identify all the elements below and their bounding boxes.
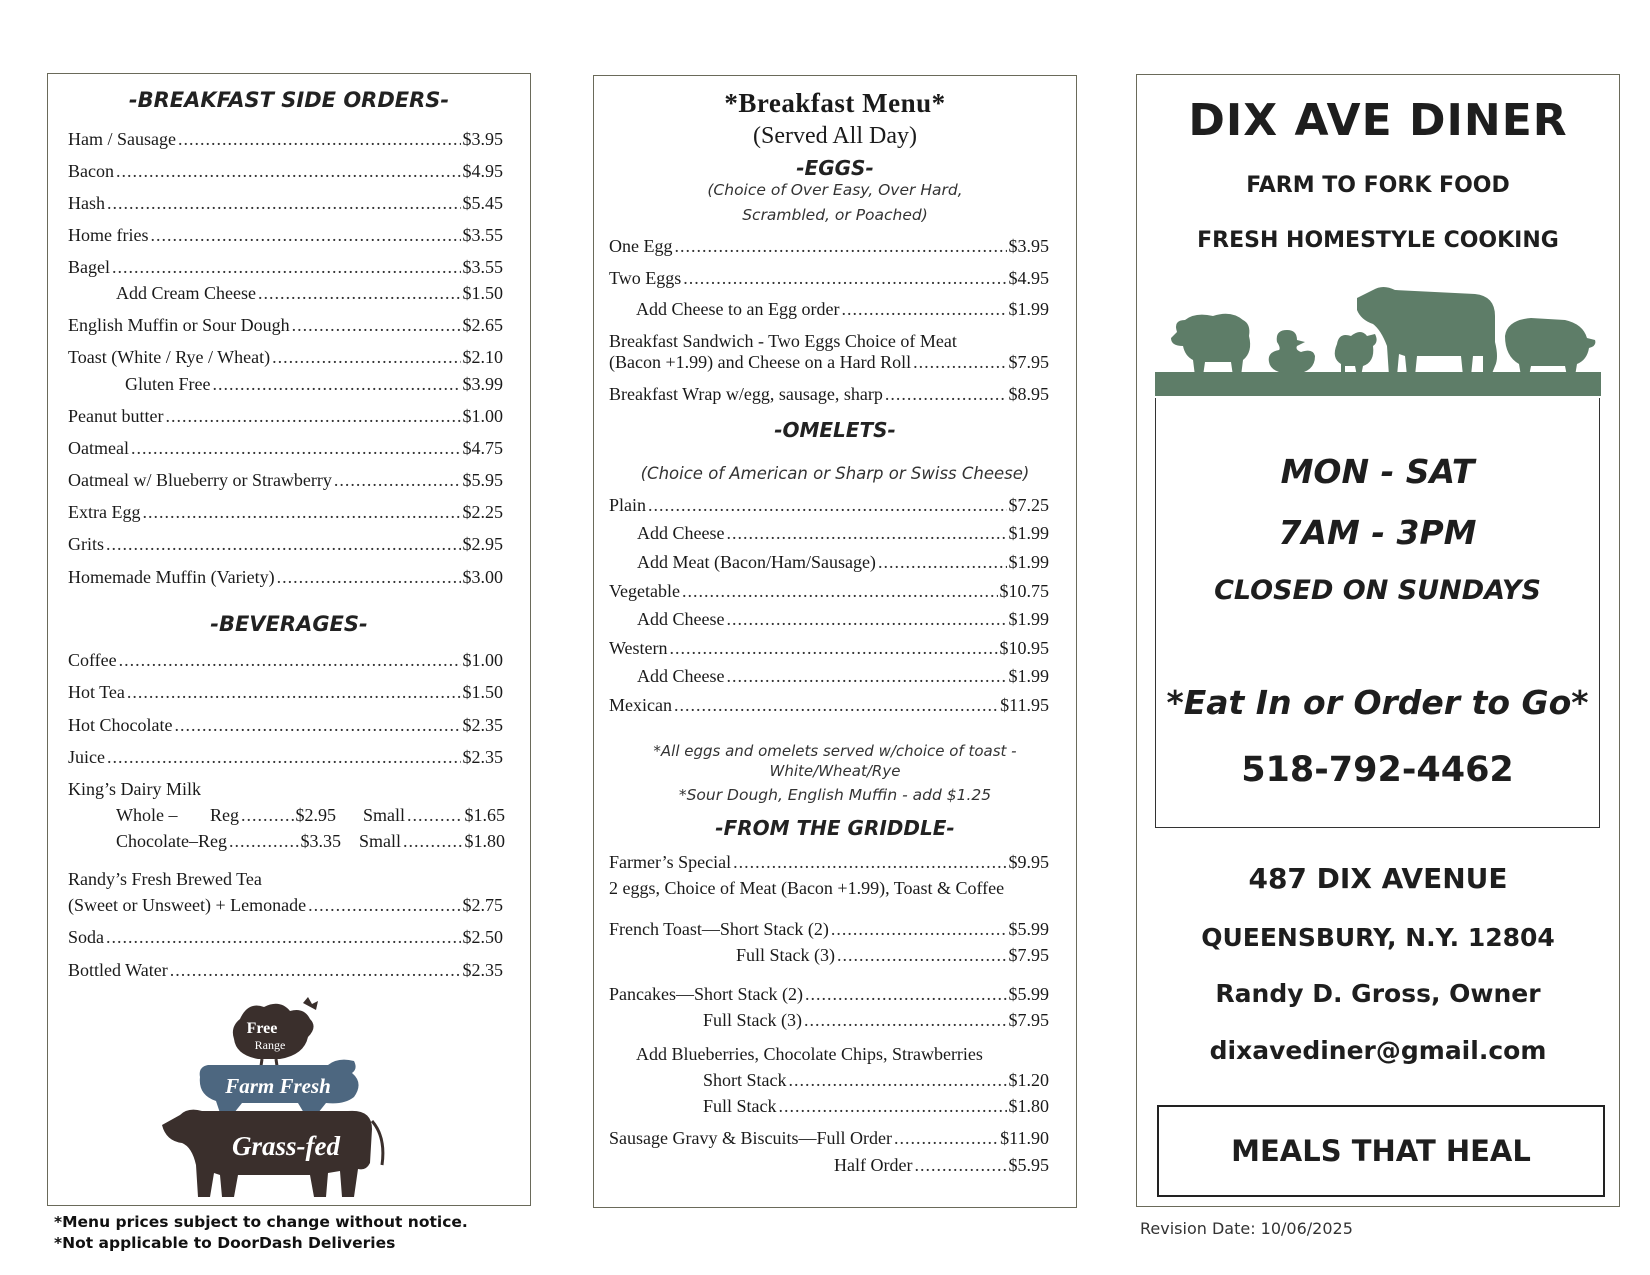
tagline-farm-to-fork: FARM TO FORK FOOD [1246,173,1510,198]
pig-icon [1505,318,1595,376]
menu-item: Home fries ..... $3.55 [68,225,503,246]
milk-whole-reg: Reg ..... $2.95 [210,805,336,826]
sandwich-title: Breakfast Sandwich - Two Eggs Choice of Meat [609,331,957,351]
menu-item: Coffee ..... $1.00 [68,650,503,671]
addons-title: Add Blueberries, Chocolate Chips, Strawberries [636,1044,983,1064]
menu-item: Two Eggs ..... $4.95 [609,268,1049,289]
closed-notice: CLOSED ON SUNDAYS [1214,575,1541,606]
eggs-note: Scrambled, or Poached) [742,206,928,224]
menu-item: Farmer’s Special ..... $9.95 [609,852,1049,873]
duck-icon [1269,330,1315,374]
menu-item: Bacon ..... $4.95 [68,161,503,182]
menu-item: Homemade Muffin (Variety) ..... $3.00 [68,567,503,588]
menu-item: Vegetable ..... $10.75 [609,581,1049,602]
menu-item: Grits ..... $2.95 [68,534,503,555]
chicken-icon [1335,332,1377,376]
diner-info-panel [1136,74,1620,1207]
side-orders-heading: -BREAKFAST SIDE ORDERS- [128,88,450,112]
breakfast-title: *Breakfast Menu* [724,88,946,118]
pig-icon [200,1060,359,1113]
tagline-homestyle: FRESH HOMESTYLE COOKING [1197,228,1559,253]
revision-date: Revision Date: 10/06/2025 [1140,1219,1353,1238]
menu-item: Ham / Sausage ..... $3.95 [68,129,503,150]
cow-icon [162,1110,383,1197]
owner-name: Randy D. Gross, Owner [1215,979,1541,1008]
farmers-description: 2 eggs, Choice of Meat (Bacon +1.99), Toast & Coffee [609,878,1005,898]
eggs-heading: -EGGS- [796,156,874,180]
omelets-note: (Choice of American or Sharp or Swiss Cheese) [640,464,1030,483]
menu-item: Toast (White / Rye / Wheat) ..... $2.10 [68,347,503,368]
menu-item: (Bacon +1.99) and Cheese on a Hard Roll ..... $7.95 [609,352,1049,373]
emblem-free-text: Free [246,1020,278,1037]
side-orders-panel [47,73,531,1206]
griddle-heading: -FROM THE GRIDDLE- [715,816,955,840]
farm-animals-emblem [158,997,398,1202]
menu-item: Add Cheese ..... $1.99 [637,523,1049,544]
menu-item: Add Cheese ..... $1.99 [637,609,1049,630]
menu-item: Western ..... $10.95 [609,638,1049,659]
milk-whole-small: Small ..... $1.65 [363,805,505,826]
menu-item: Hot Chocolate ..... $2.35 [68,715,503,736]
eggs-note: (Choice of Over Easy, Over Hard, [707,181,963,199]
menu-item: French Toast—Short Stack (2) ..... $5.99 [609,919,1049,940]
menu-item: Add Cheese to an Egg order ..... $1.99 [636,299,1049,320]
slogan-box [1157,1105,1605,1197]
menu-item: Juice ..... $2.35 [68,747,503,768]
cow-icon [1357,287,1497,376]
tea-title: Randy’s Fresh Brewed Tea [68,869,262,889]
omelets-heading: -OMELETS- [774,418,896,442]
address-street: 487 DIX AVENUE [1248,862,1508,895]
hen-icon [233,997,318,1073]
menu-item: Full Stack (3) ..... $7.95 [703,1010,1049,1031]
emblem-farm-fresh-text: Farm Fresh [225,1074,331,1098]
menu-item: Oatmeal ..... $4.75 [68,438,503,459]
menu-item: English Muffin or Sour Dough ..... $2.65 [68,315,503,336]
menu-item: Plain ..... $7.25 [609,495,1049,516]
menu-item: Breakfast Wrap w/egg, sausage, sharp ..... $8.95 [609,384,1049,405]
menu-item: Short Stack ..... $1.20 [703,1070,1049,1091]
menu-item: Bagel ..... $3.55 [68,257,503,278]
email-address: dixavediner@gmail.com [1209,1036,1547,1065]
menu-item: Oatmeal w/ Blueberry or Strawberry ..... $5.95 [68,470,503,491]
menu-item: Extra Egg ..... $2.25 [68,502,503,523]
breakfast-subtitle: (Served All Day) [753,123,917,149]
emblem-grass-fed-text: Grass-fed [232,1131,340,1161]
open-days: MON - SAT [1280,452,1475,491]
sheep-icon [1171,314,1250,376]
menu-item: Soda ..... $2.50 [68,927,503,948]
menu-item: Gluten Free ..... $3.99 [125,374,503,395]
menu-item: Add Cheese ..... $1.99 [637,666,1049,687]
menu-item: Half Order ..... $5.95 [834,1155,1049,1176]
menu-item: Pancakes—Short Stack (2) ..... $5.99 [609,984,1049,1005]
menu-item: Bottled Water ..... $2.35 [68,960,503,981]
milk-choc-small: Small ..... $1.80 [359,831,505,852]
hours-box [1155,398,1600,828]
phone-number: 518-792-4462 [1241,750,1514,790]
toast-note: *Sour Dough, English Muffin - add $1.25 [678,786,992,804]
emblem-range-text: Range [254,1038,286,1052]
menu-item: Add Cream Cheese ..... $1.50 [116,283,503,304]
address-city: QUEENSBURY, N.Y. 12804 [1201,923,1555,952]
menu-item: Full Stack (3) ..... $7.95 [736,945,1049,966]
toast-note: White/Wheat/Rye [769,762,901,780]
menu-item: (Sweet or Unsweet) + Lemonade ..... $2.75 [68,895,503,916]
menu-item: Hot Tea ..... $1.50 [68,682,503,703]
farm-animals-banner [1155,280,1601,400]
milk-choc-reg: Chocolate–Reg ..... $3.35 [116,831,341,852]
open-hours: 7AM - 3PM [1278,513,1477,552]
eat-in-notice: *Eat In or Order to Go* [1166,683,1589,722]
milk-title: King’s Dairy Milk [68,779,201,799]
menu-item: Hash ..... $5.45 [68,193,503,214]
diner-name: DIX AVE DINER [1188,95,1568,146]
menu-item: One Egg ..... $3.95 [609,236,1049,257]
milk-whole-label: Whole – [116,805,178,825]
menu-item: Add Meat (Bacon/Ham/Sausage) ..... $1.99 [637,552,1049,573]
menu-item: Peanut butter ..... $1.00 [68,406,503,427]
slogan: MEALS THAT HEAL [1231,1134,1531,1168]
toast-note: *All eggs and omelets served w/choice of toast - [653,742,1017,760]
menu-item: Sausage Gravy & Biscuits—Full Order ..... $11.90 [609,1128,1049,1149]
breakfast-menu-panel [593,75,1077,1208]
menu-item: Mexican ..... $11.95 [609,695,1049,716]
doordash-footnote: *Not applicable to DoorDash Deliveries [54,1234,396,1252]
beverages-heading: -BEVERAGES- [210,612,368,636]
price-footnote: *Menu prices subject to change without notice. [54,1213,468,1231]
menu-item: Full Stack ..... $1.80 [703,1096,1049,1117]
